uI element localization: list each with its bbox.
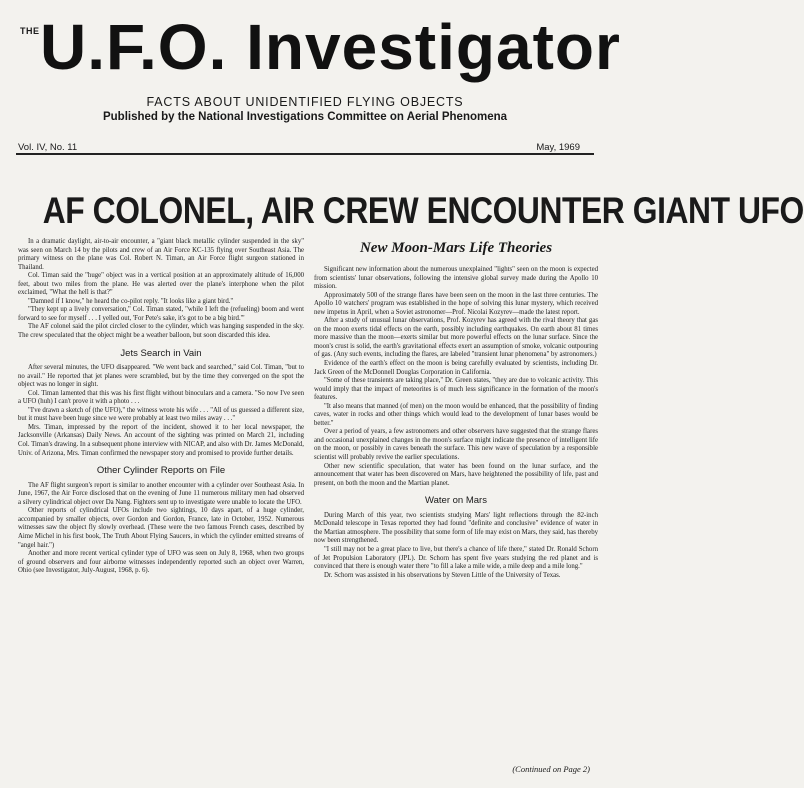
article-paragraph: Dr. Schorn was assisted in his observations by Steven Little of the University of Texas. bbox=[324, 571, 561, 579]
issue-date: May, 1969 bbox=[536, 142, 580, 153]
article-paragraph: "I still may not be a great place to live, but there's a chance of life there," stated Dr. Ronald Schorn of Jet Propulsion Laboratory (JPL). Dr. Schorn has spent five years studying the red planet and is convinced that there is enough water there "to fill a lake a mile wide, a mile deep and a mile long." bbox=[314, 545, 598, 571]
subheading-other-cylinder: Other Cylinder Reports on File bbox=[96, 465, 226, 477]
article-paragraph: "It also means that manned (of men) on the moon would be enhanced, that the possibility of finding caves, water in rocks and other things which would lead to the development of lunar bases would be better." bbox=[314, 402, 598, 427]
subheading-water-on-mars: Water on Mars bbox=[425, 495, 487, 507]
article-paragraph: Col. Timan said the "huge" object was in a vertical position at an approximately altitude of 16,000 feet, about two miles from the plane. He was alerted over the plane's interphone when the pilot exclaimed, "What the hell is that?" bbox=[18, 272, 304, 297]
right-section-2 bbox=[314, 512, 598, 580]
main-headline: AF COLONEL, AIR CREW ENCOUNTER GIANT UFO bbox=[42, 190, 804, 231]
article-paragraph: In a dramatic daylight, air-to-air encounter, a "giant black metallic cylinder suspended in the sky" was seen on March 14 by the pilots and crew of an Air Force KC-135 flying over Southeast Asia. The primary witness on the plane was Col. Robert N. Timan, an Air Force flight surgeon stationed in Thailand. bbox=[18, 238, 304, 271]
article-paragraph: Approximately 500 of the strange flares have been seen on the moon in the last three centuries. The Apollo 10 watchers' program was established in the hope of solving this lunar mystery, which received new impetus in April, when a Soviet astronomer—Prof. Nicolai Kozyrev—made the latest report. bbox=[314, 291, 598, 316]
article-paragraph: "Damned if I know," he heard the co-pilot reply. "It looks like a giant bird." bbox=[28, 297, 234, 305]
article-paragraph: During March of this year, two scientists studying Mars' light reflections through the 82-inch McDonald telescope in Texas reported they had found "definite and conclusive" evidence of water in the Martian atmosphere. The possibility that some form of life may exist on Mars, they said, has thereby now been strengthened. bbox=[314, 511, 598, 545]
article-paragraph: Other new scientific speculation, that water has been found on the lunar surface, and the announcement that water has been discovered on Mars, have heightened the possibility of life, past and present, on both the moon and the Martian planet. bbox=[314, 462, 598, 487]
masthead-title: U.F.O. Investigator bbox=[40, 11, 621, 83]
article-paragraph: Other reports of cylindrical UFOs include two sightings, 10 days apart, of a huge cylinder, accompanied by smaller objects, over Gordon and Gordon, France, late in October, 1952. Numerous witnesses saw the object fly slowly overhead. (These were the two famous French cases, described by Aime Michel in his first book, The Truth About Flying Saucers, in which the cylinder emitted streams of "angel hair.") bbox=[18, 507, 304, 549]
article-paragraph: After a study of unusual lunar observations, Prof. Kozyrev has agreed with the rival theory that gas on the moon exerts tidal effects on the earth, possibly including earthquakes. On earth about 81 times more massive than the moon—exerts similar but more powerful effects on the lunar surface. Since the moon's crust is solid, the earth's gravitational effects exert an assumption of smoke, volcanic outpouring of gas. (Any such events, including the flares, are labeled "transient lunar phenomena" by astronomers.) bbox=[314, 317, 598, 359]
left-column bbox=[18, 238, 304, 770]
article-paragraph: Evidence of the earth's effect on the moon is being carefully evaluated by scientists, including Dr. Jack Green of the McDonnell Douglas Corporation in California. bbox=[314, 360, 598, 376]
left-section-1 bbox=[18, 238, 304, 341]
article-headline-moon-mars: New Moon-Mars Life Theories bbox=[359, 240, 553, 256]
masthead-rule bbox=[16, 153, 594, 155]
masthead-publisher: Published by the National Investigations Committee on Aerial Phenomena bbox=[102, 111, 508, 123]
article-paragraph: Mrs. Timan, impressed by the report of the incident, showed it to her local newspaper, the Jacksonville (Arkansas) Daily News. An account of the sighting was printed on March 21, including Col. Timan's drawing. In a subsequent phone interview with NICAP, and also with Dr. James McDonald, Univ. of Arizona, Mrs. Timan confirmed the newspaper story and promised to provide further details. bbox=[18, 423, 304, 457]
article-paragraph: The AF colonel said the pilot circled closer to the cylinder, which was hanging suspended in the sky. The crew speculated that the object might be a weather balloon, but soon discarded this idea. bbox=[18, 323, 304, 340]
article-paragraph: Another and more recent vertical cylinder type of UFO was seen on July 8, 1968, when two groups of ground observers and four airborne witnesses independently reported such an object over Warren, Ohio (see Investigator, July-August, 1968, p. 6). bbox=[18, 550, 304, 575]
right-column bbox=[314, 238, 598, 770]
article-paragraph: After several minutes, the UFO disappeared. "We went back and searched," said Col. Timan, "but to no avail." He reported that jet planes were scrambled, but by the time they converged on the spot the object was no longer in sight. bbox=[18, 364, 304, 389]
continued-on-page: (Continued on Page 2) bbox=[512, 764, 590, 774]
issue-number: Vol. IV, No. 11 bbox=[18, 142, 78, 153]
article-paragraph: "They kept up a lively conversation," Col. Timan stated, "while I left the (refueling) boom and went forward to see for myself . . . I yelled out, 'For Pete's sake, it's got to be a big bird.'" bbox=[18, 306, 304, 322]
article-paragraph: Significant new information about the numerous unexplained "lights" seen on the moon is expected from scientists' lunar observations, following the intensive global survey made during the Apollo 10 mission. bbox=[314, 266, 598, 291]
article-paragraph: "Some of these transients are taking place," Dr. Green states, "they are due to volcanic activity. This would imply that the impact of meteorites is of much less significance in the formation of the moon's features. bbox=[314, 377, 598, 402]
subheading-jets-search: Jets Search in Vain bbox=[120, 347, 202, 359]
article-paragraph: "I've drawn a sketch of (the UFO)," the witness wrote his wife . . . "All of us guessed a different size, but it must have been huge since we were probably at least two miles away . . ." bbox=[18, 406, 304, 423]
article-paragraph: The AF flight surgeon's report is similar to another encounter with a cylinder over Southeast Asia. In June, 1967, the Air Force disclosed that on the evening of June 11 numerous military men had observed a silvery cylindrical object over Da Nang. Fighters sent up to investigate were unable to locate the UFO. bbox=[18, 481, 304, 506]
left-section-3 bbox=[18, 482, 304, 576]
article-paragraph: Col. Timan lamented that this was his first flight without binoculars and a camera. "So now I've seen a UFO (huh) I can't prove it with a photo . . . bbox=[18, 389, 304, 406]
article-paragraph: Over a period of years, a few astronomers and other observers have suggested that the strange flares and occasional unexplained changes in the moon's surface might indicate the presence of intelligent life on the moon, or possibly in caves beneath the surface. This new wave of speculation by a responsible scientist will probably revive the earlier speculations. bbox=[314, 428, 598, 462]
left-section-2 bbox=[18, 364, 304, 458]
right-section-1 bbox=[314, 266, 598, 488]
masthead-the: THE bbox=[20, 26, 40, 36]
masthead-subtitle: FACTS ABOUT UNIDENTIFIED FLYING OBJECTS bbox=[146, 95, 464, 109]
